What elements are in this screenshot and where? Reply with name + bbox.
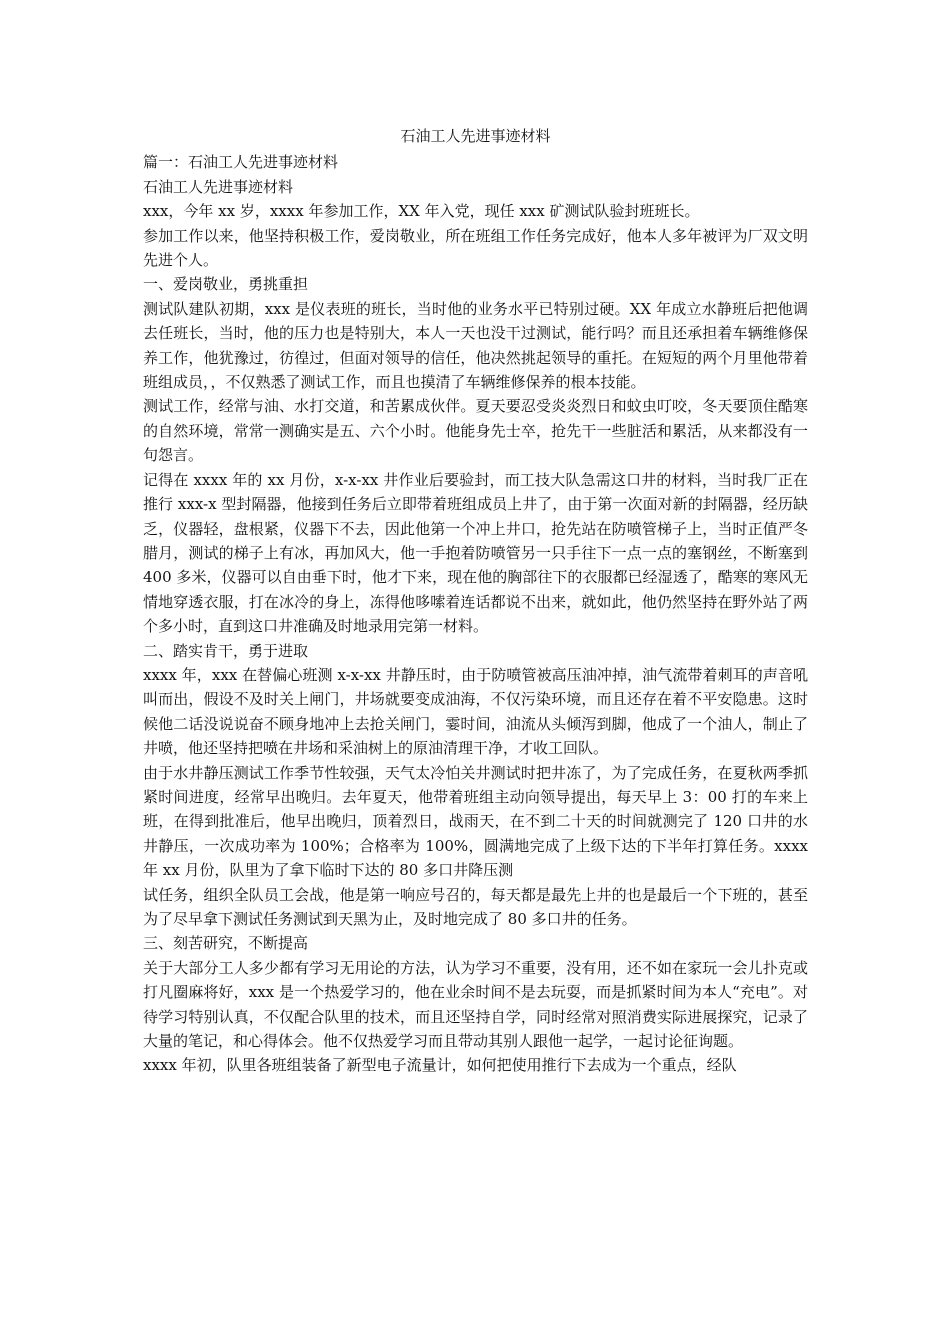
paragraph-body: 测试工作，经常与油、水打交道，和苦累成伙伴。夏天要忍受炎炎烈日和蚊虫叮咬，冬天要顶住酷寒的自然环境，常常一测确实是五、六个小时。他能身先士卒，抢先干一些脏活和累活，从来都没有一句怨言。 bbox=[143, 397, 808, 465]
paragraph-subtitle: 石油工人先进事迹材料 bbox=[143, 177, 294, 196]
document-page bbox=[143, 124, 808, 1078]
heading-part-3: 三、刻苦研究，不断提高 bbox=[143, 934, 309, 953]
paragraph-body: xxxx 年，xxx 在替偏心班测 x-x-xx 井静压时，由于防喷管被高压油冲掉，油气流带着刺耳的声音吼叫而出，假设不及时关上闸门，井场就要变成油海，不仅污染环境，而且还存在着不平安隐患。这时候他二话没说说奋不顾身地冲上去抢关闸门，霎时间，油流从头倾泻到脚，他成了一个油人，制止了井喷，他还坚持把喷在井场和采油树上的原油清理干净，才收工回队。 bbox=[143, 665, 808, 758]
paragraph-summary: 参加工作以来，他坚持积极工作，爱岗敬业，所在班组工作任务完成好，他本人多年被评为厂双文明先进个人。 bbox=[143, 226, 808, 270]
paragraph-body: 关于大部分工人多少都有学习无用论的方法，认为学习不重要，没有用，还不如在家玩一会儿扑克或打凡圈麻将好，xxx 是一个热爱学习的，他在业余时间不是去玩耍，而是抓紧时间为本人“充电”。对待学习特别认真，不仅配合队里的技术，而且还坚持自学，同时经常对照消费实际进展探究，记录了大量的笔记，和心得体会。他不仅热爱学习而且带动其别人跟他一起学，一起讨论征询题。 bbox=[143, 958, 808, 1051]
paragraph-body: 测试队建队初期，xxx 是仪表班的班长，当时他的业务水平已特别过硬。XX 年成立水静班后把他调去任班长，当时，他的压力也是特别大，本人一天也没干过测试，能行吗？而且还承担着车辆维修保养工作，他犹豫过，彷徨过，但面对领导的信任，他决然挑起领导的重托。在短短的两个月里他带着班组成员，，不仅熟悉了测试工作，而且也摸清了车辆维修保养的根本技能。 bbox=[143, 299, 808, 392]
paragraph-body: 记得在 xxxx 年的 xx 月份，x-x-xx 井作业后要验封，而工技大队急需这口井的材料，当时我厂正在推行 xxx-x 型封隔器，他接到任务后立即带着班组成员上井了，由于第一次面对新的封隔器，经历缺乏，仪器轻，盘根紧，仪器下不去，因此他第一个冲上井口，抢先站在防喷管梯子上，当时正值严冬腊月，测试的梯子上有冰，再加风大，他一手抱着防喷管另一只手往下一点一点的塞钢丝，不断塞到 400 多米，仪器可以自由垂下时，他才下来，现在他的胸部往下的衣服都已经湿透了，酷寒的寒风无情地穿透衣服，打在冰冷的身上，冻得他哆嗦着连话都说不出来，就如此，他仍然坚持在野外站了两个多小时，直到这口井准确及时地录用完第一材料。 bbox=[143, 470, 808, 636]
paragraph-intro: xxx，今年 xx 岁，xxxx 年参加工作，XX 年入党，现任 xxx 矿测试队验封班班长。 bbox=[143, 202, 700, 221]
paragraph-body: 由于水井静压测试工作季节性较强，天气太冷怕关井测试时把井冻了，为了完成任务，在夏秋两季抓紧时间进度，经常早出晚归。去年夏天，他带着班组主动向领导提出，每天早上 3：00 打的车来上班，在得到批准后，他早出晚归，顶着烈日，战雨天，在不到二十天的时间就测完了 120 口井的水井静压，一次成功率为 100%；合格率为 100%，圆满地完成了上级下达的下半年打算任务。xxxx 年 xx 月份，队里为了拿下临时下达的 80 多口井降压测 bbox=[143, 763, 808, 880]
heading-part-1: 一、爱岗敬业，勇挑重担 bbox=[143, 275, 309, 294]
paragraph-section-heading-1: 篇一：石油工人先进事迹材料 bbox=[143, 153, 339, 172]
heading-part-2: 二、踏实肯干，勇于进取 bbox=[143, 641, 309, 660]
paragraph-body: xxxx 年初，队里各班组装备了新型电子流量计，如何把使用推行下去成为一个重点，经队 bbox=[143, 1056, 737, 1075]
document-title: 石油工人先进事迹材料 bbox=[400, 127, 551, 145]
paragraph-body: 试任务，组织全队员工会战，他是第一响应号召的，每天都是最先上井的也是最后一个下班的，甚至为了尽早拿下测试任务测试到天黑为止，及时地完成了 80 多口井的任务。 bbox=[143, 885, 808, 928]
